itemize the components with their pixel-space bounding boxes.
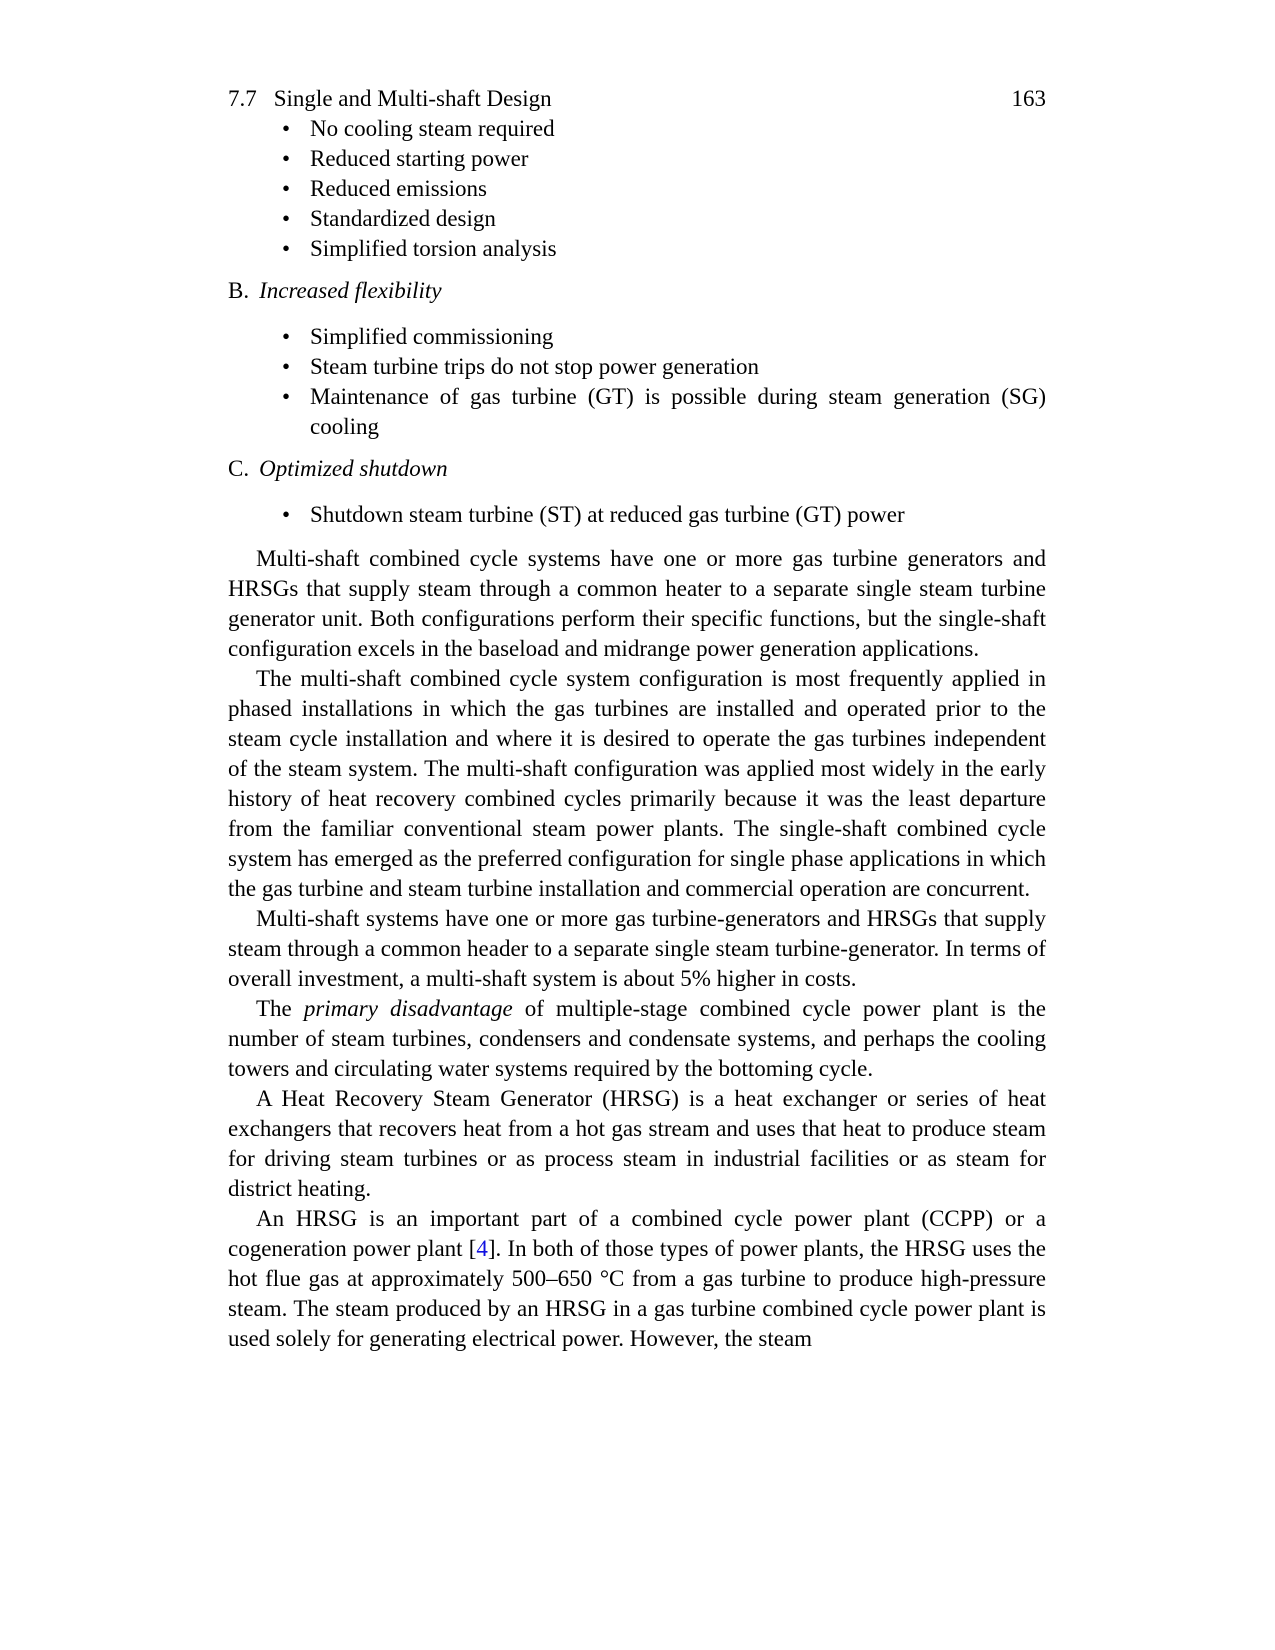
emphasized-text-run: primary disadvantage [303,996,513,1021]
text-run: Multi-shaft combined cycle systems have one or more gas turbine generators and HRSGs that supply steam through a common heater to a separate single steam turbine generator unit. Both configurations perform their specific functions, but the single-shaft configuration excels in the baseload and midrange power generation applications. [228,546,1046,661]
page-number: 163 [1011,86,1046,111]
advantages-bullet-list [228,114,1046,264]
paragraph [228,904,1046,994]
page-content [228,84,1046,1354]
text-run: of multiple-stage combined cycle power plant is the number of steam turbines, condensers and condensate systems, and perhaps the cooling towers and circulating water systems required by the bottoming cycle. [228,996,1046,1081]
list-item: • Reduced emissions [228,174,1046,204]
list-item: • Maintenance of gas turbine (GT) is possible during steam generation (SG) cooling [228,382,1046,442]
paragraph [228,1084,1046,1204]
section-number: 7.7 [228,86,257,111]
body-text [228,544,1046,1354]
subsection-label: B. [228,278,250,303]
paragraph [228,994,1046,1084]
paragraph [228,664,1046,904]
list-item: • Reduced starting power [228,144,1046,174]
list-item: • Steam turbine trips do not stop power generation [228,352,1046,382]
page-header [228,84,1046,114]
section-title: Single and Multi-shaft Design [273,86,552,111]
list-item: • Shutdown steam turbine (ST) at reduced gas turbine (GT) power [228,500,1046,530]
paragraph [228,1204,1046,1354]
list-item: • Simplified commissioning [228,322,1046,352]
list-item: • Standardized design [228,204,1046,234]
list-item: • No cooling steam required [228,114,1046,144]
shutdown-bullet-list [228,500,1046,530]
subsection-heading-b [228,276,1046,306]
subsection-title: Optimized shutdown [259,456,448,481]
running-head-title [228,84,552,114]
subsection-heading-c [228,454,1046,484]
citation-link[interactable]: 4 [476,1236,488,1261]
flexibility-bullet-list [228,322,1046,442]
text-run: ]. In both of those types of power plants, the HRSG uses the hot flue gas at approximately 500–650 °C from a gas turbine to produce high-pressure steam. The steam produced by an HRSG in a gas turbine combined cycle power plant is used solely for generating electrical power. However, the steam [228,1236,1047,1351]
text-run: A Heat Recovery Steam Generator (HRSG) is a heat exchanger or series of heat exchangers that recovers heat from a hot gas stream and uses that heat to produce steam for driving steam turbines or as process steam in industrial facilities or as steam for district heating. [228,1086,1046,1201]
text-run: The [256,996,304,1021]
subsection-title: Increased flexibility [259,278,442,303]
text-run: An HRSG is an important part of a combined cycle power plant (CCPP) or a cogeneration power plant [ [228,1206,1046,1261]
subsection-label: C. [228,456,250,481]
paragraph [228,544,1046,664]
list-item: • Simplified torsion analysis [228,234,1046,264]
text-run: Multi-shaft systems have one or more gas turbine-generators and HRSGs that supply steam through a common header to a separate single steam turbine-generator. In terms of overall investment, a multi-shaft system is about 5% higher in costs. [228,906,1046,991]
text-run: The multi-shaft combined cycle system configuration is most frequently applied in phased installations in which the gas turbines are installed and operated prior to the steam cycle installation and where it is desired to operate the gas turbines independent of the steam system. The multi-shaft configuration was applied most widely in the early history of heat recovery combined cycles primarily because it was the least departure from the familiar conventional steam power plants. The single-shaft combined cycle system has emerged as the preferred configuration for single phase applications in which the gas turbine and steam turbine installation and commercial operation are concurrent. [228,666,1046,901]
